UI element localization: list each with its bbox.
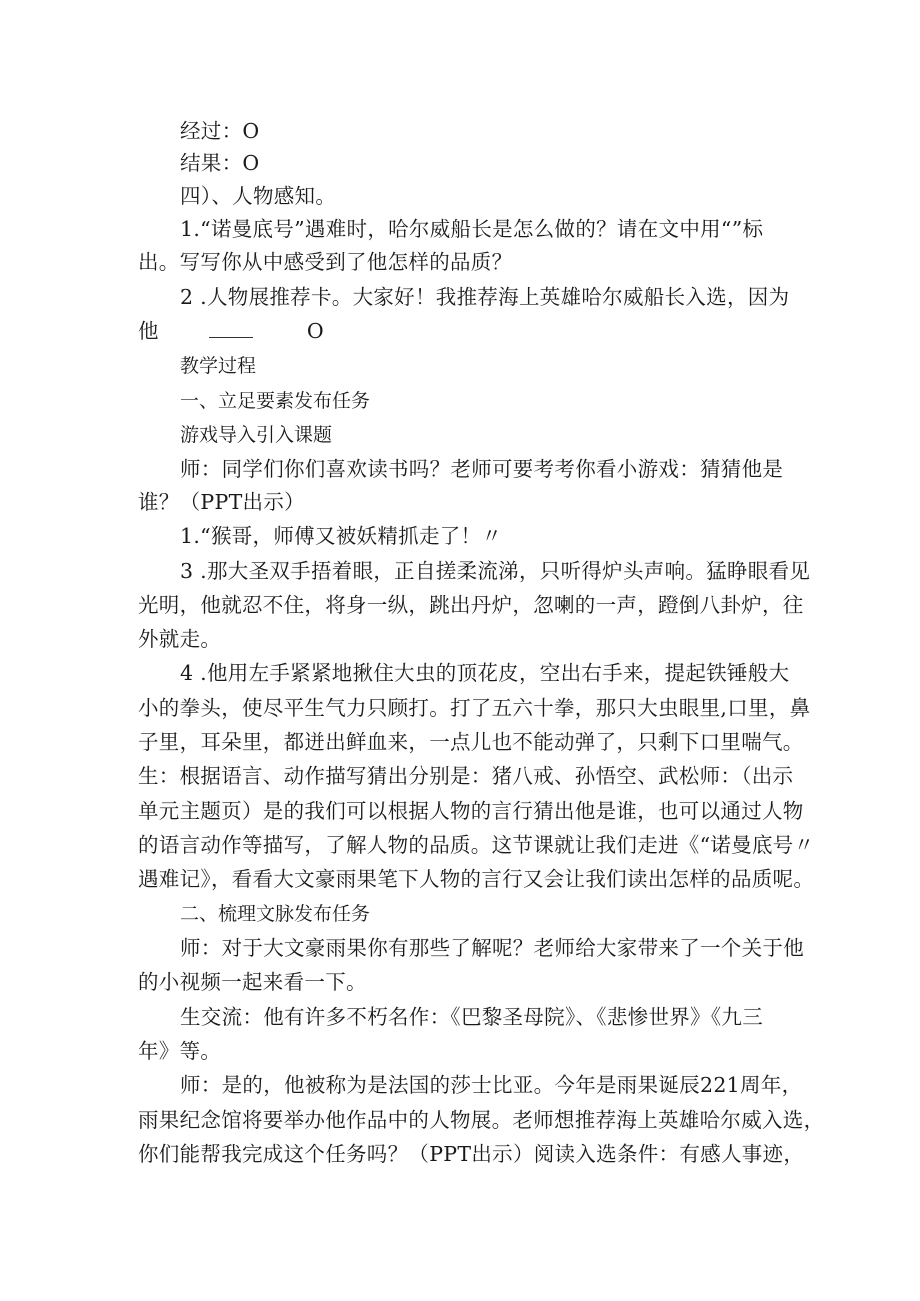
text-line: 3 .那大圣双手捂着眼，正自搓柔流涕，只听得炉头声响。猛睁眼看见: [180, 559, 811, 583]
text-fragment: O: [306, 319, 324, 343]
text-line: [138, 316, 324, 346]
text-line: 的小视频一起来看一下。: [138, 970, 367, 994]
text-line: 光明，他就忍不住，将身一纵，跳出丹炉，忽喇的一声，蹬倒八卦炉，往: [138, 593, 804, 617]
text-line: 年》等。: [138, 1039, 222, 1063]
section-heading: 教学过程: [180, 355, 257, 377]
text-line: 你们能帮我完成这个任务吗？（PPT出示）阅读入选条件：有感人事迹，: [138, 1142, 805, 1166]
text-line: 的语言动作等描写，了解人物的品质。这节课就让我们走进《“诺曼底号〃: [138, 833, 815, 857]
text-line: 遇难记》，看看大文豪雨果笔下人物的言行又会让我们读出怎样的品质呢。: [138, 867, 815, 891]
text-line: 1.“猴哥，师傅又被妖精抓走了！〃: [180, 524, 503, 548]
text-line: 小的拳头，使尽平生气力只顾打。打了五六十拳，那只大虫眼里,口里，鼻: [138, 696, 811, 720]
text-line: 单元主题页）是的我们可以根据人物的言行猜出他是谁，也可以通过人物: [138, 799, 804, 823]
text-line: 生交流：他有许多不朽名作：《巴黎圣母院》、《悲惨世界》《九三: [180, 1005, 763, 1029]
text-line: 师：同学们你们喜欢读书吗？老师可要考考你看小游戏：猜猜他是: [180, 457, 784, 481]
section-heading: 四）、人物感知。: [180, 184, 337, 208]
text-line: 1.“诺曼底号”遇难时，哈尔威船长是怎么做的？请在文中用“”标: [180, 217, 764, 241]
text-line: 出。写写你从中感受到了他怎样的品质？: [138, 250, 513, 274]
text-line: 经过：O: [180, 119, 260, 143]
text-line: 外就走。: [138, 627, 222, 651]
text-line: 2 .人物展推荐卡。大家好！我推荐海上英雄哈尔威船长入选，因为: [180, 285, 790, 309]
text-line: 雨果纪念馆将要举办他作品中的人物展。老师想推荐海上英雄哈尔威入选，: [138, 1108, 825, 1132]
text-line: 师：是的，他被称为是法国的莎士比亚。今年是雨果诞辰221周年，: [180, 1073, 803, 1097]
section-heading: 二、梳理文脉发布任务: [180, 903, 371, 925]
section-heading: 一、立足要素发布任务: [180, 390, 371, 412]
text-line: 子里，耳朵里，都迸出鲜血来，一点儿也不能动弹了，只剩下口里喘气。: [138, 730, 804, 754]
text-line: 结果：O: [180, 151, 260, 175]
fill-in-blank: [209, 323, 253, 338]
text-line: 生：根据语言、动作描写猜出分别是：猪八戒、孙悟空、武松师：（出示: [138, 764, 794, 788]
text-line: 谁？（PPT出示）: [138, 490, 305, 514]
text-fragment: 他: [138, 319, 159, 343]
text-line: 师：对于大文豪雨果你有那些了解呢？老师给大家带来了一个关于他: [180, 936, 804, 960]
section-heading: 游戏导入引入课题: [180, 424, 333, 446]
text-line: 4 .他用左手紧紧地揪住大虫的顶花皮，空出右手来，提起铁锤般大: [180, 661, 790, 685]
